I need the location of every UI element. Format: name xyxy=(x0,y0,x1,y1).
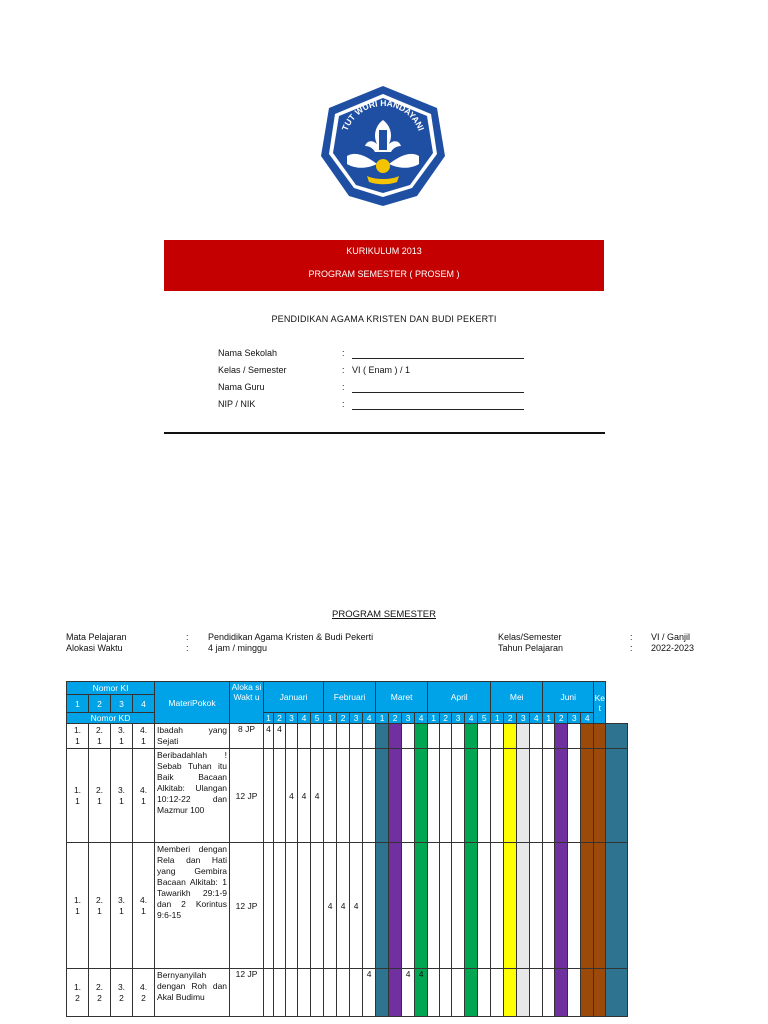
identity-colon: : xyxy=(342,348,345,358)
program-semester-table xyxy=(66,681,628,1017)
alokasi-cell: 12 JP xyxy=(230,843,264,969)
week-number-header: 2 xyxy=(337,713,350,724)
week-cell xyxy=(504,969,517,1017)
week-cell xyxy=(264,749,274,843)
week-number-header: 2 xyxy=(504,713,517,724)
week-cell xyxy=(594,843,606,969)
week-cell xyxy=(324,724,337,749)
kd-number-cell: 3. 2 xyxy=(111,969,133,1017)
kd-number-cell: 1. 2 xyxy=(67,969,89,1017)
week-cell xyxy=(568,969,581,1017)
week-cell xyxy=(491,969,504,1017)
kd-number-cell: 1. 1 xyxy=(67,749,89,843)
month-header: Februari xyxy=(324,682,376,713)
month-header: April xyxy=(428,682,491,713)
nomor-kd-header: Nomor KD xyxy=(67,713,155,724)
month-header: Maret xyxy=(376,682,428,713)
identity-blank-line xyxy=(352,358,524,359)
week-cell xyxy=(517,969,530,1017)
materi-pokok-header: MateriPokok xyxy=(155,682,230,724)
alokasi-cell: 8 JP xyxy=(230,724,264,749)
week-cell xyxy=(274,969,286,1017)
week-cell: 4 xyxy=(298,749,311,843)
week-cell xyxy=(594,969,606,1017)
week-cell xyxy=(530,749,543,843)
week-cell xyxy=(428,724,440,749)
week-cell xyxy=(594,724,606,749)
week-cell xyxy=(428,843,440,969)
week-cell xyxy=(264,843,274,969)
kd-number-cell: 4. 2 xyxy=(133,969,155,1017)
week-cell xyxy=(478,749,491,843)
week-cell: 4 xyxy=(363,969,376,1017)
alokasi-waktu-header: Aloka si Wakt u xyxy=(230,682,264,724)
identity-value: VI ( Enam ) / 1 xyxy=(352,365,411,375)
week-cell xyxy=(415,724,428,749)
table-row xyxy=(67,724,628,749)
nomor-ki-header: Nomor KI xyxy=(67,682,155,695)
week-cell xyxy=(581,969,594,1017)
week-cell xyxy=(568,749,581,843)
week-number-header: 2 xyxy=(555,713,568,724)
week-cell xyxy=(415,843,428,969)
week-number-header: 3 xyxy=(350,713,363,724)
kd-number-cell: 1. 1 xyxy=(67,843,89,969)
week-cell xyxy=(543,724,555,749)
week-cell xyxy=(555,749,568,843)
materi-pokok-cell: Beribadahlah ! Sebab Tuhan itu Baik Bacaan Alkitab: Ulangan 10:12-22 dan Mazmur 100 xyxy=(155,749,230,843)
week-cell xyxy=(376,724,389,749)
kd-number-cell: 4. 1 xyxy=(133,749,155,843)
week-cell xyxy=(350,724,363,749)
week-cell xyxy=(376,969,389,1017)
week-cell xyxy=(568,724,581,749)
kd-number-cell: 4. 1 xyxy=(133,843,155,969)
week-number-header: 3 xyxy=(452,713,465,724)
week-cell xyxy=(452,749,465,843)
week-number-header: 1 xyxy=(543,713,555,724)
identity-blank-line xyxy=(352,409,524,410)
separator-line xyxy=(164,432,605,434)
week-cell xyxy=(298,969,311,1017)
curriculum-banner xyxy=(164,240,604,291)
meta-tahun-value: 2022-2023 xyxy=(651,643,695,653)
week-number-header: 5 xyxy=(478,713,491,724)
week-number-header: 1 xyxy=(264,713,274,724)
week-number-header: 2 xyxy=(274,713,286,724)
week-cell: 4 xyxy=(402,969,415,1017)
week-cell xyxy=(337,749,350,843)
week-cell xyxy=(286,843,298,969)
week-cell xyxy=(452,969,465,1017)
week-number-header: 4 xyxy=(530,713,543,724)
week-cell xyxy=(440,843,452,969)
banner-line-2: PROGRAM SEMESTER ( PROSEM ) xyxy=(308,269,460,279)
week-cell xyxy=(530,969,543,1017)
week-cell xyxy=(452,843,465,969)
week-cell xyxy=(568,843,581,969)
meta-tahun-label: Tahun Pelajaran xyxy=(498,643,564,653)
week-number-header: 1 xyxy=(376,713,389,724)
week-cell xyxy=(581,749,594,843)
kd-number-cell: 2. 1 xyxy=(89,749,111,843)
week-cell xyxy=(274,749,286,843)
kd-number-cell: 2. 1 xyxy=(89,724,111,749)
week-cell xyxy=(465,969,478,1017)
kd-number-cell: 3. 1 xyxy=(111,843,133,969)
week-number-header: 4 xyxy=(465,713,478,724)
week-cell xyxy=(389,843,402,969)
week-cell xyxy=(389,969,402,1017)
ki-column-header: 1 xyxy=(67,695,89,713)
week-cell xyxy=(337,969,350,1017)
week-cell xyxy=(478,843,491,969)
week-cell xyxy=(402,724,415,749)
kd-number-cell: 4. 1 xyxy=(133,724,155,749)
week-cell xyxy=(298,843,311,969)
week-number-header: 2 xyxy=(440,713,452,724)
week-cell xyxy=(530,843,543,969)
kd-number-cell: 3. 1 xyxy=(111,749,133,843)
week-cell xyxy=(376,749,389,843)
identity-colon: : xyxy=(342,365,345,375)
week-cell xyxy=(517,749,530,843)
week-cell xyxy=(402,843,415,969)
week-cell xyxy=(264,969,274,1017)
week-cell: 4 xyxy=(350,843,363,969)
week-cell xyxy=(428,969,440,1017)
meta-kelas-value: VI / Ganjil xyxy=(651,632,691,642)
week-cell xyxy=(415,749,428,843)
materi-pokok-cell: Memberi dengan Rela dan Hati yang Gembira Bacaan Alkitab: 1 Tawarikh 29:1-9 dan 2 Korintus 9:6-15 xyxy=(155,843,230,969)
week-cell xyxy=(581,724,594,749)
week-cell xyxy=(543,843,555,969)
table-row xyxy=(67,749,628,843)
meta-colon: : xyxy=(630,632,633,642)
week-cell xyxy=(324,749,337,843)
meta-mata-value: Pendidikan Agama Kristen & Budi Pekerti xyxy=(208,632,374,642)
week-cell: 4 xyxy=(264,724,274,749)
materi-pokok-cell: Bernyanyilah dengan Roh dan Akal Budimu xyxy=(155,969,230,1017)
week-cell xyxy=(530,724,543,749)
week-cell xyxy=(517,724,530,749)
week-number-header: 3 xyxy=(568,713,581,724)
identity-colon: : xyxy=(342,382,345,392)
week-number-header: 5 xyxy=(311,713,324,724)
kd-number-cell: 1. 1 xyxy=(67,724,89,749)
meta-alokasi-value: 4 jam / minggu xyxy=(208,643,268,653)
week-cell: 4 xyxy=(415,969,428,1017)
logo-motto: TUT WURI HANDAYANI xyxy=(339,97,427,133)
table-row xyxy=(67,843,628,969)
week-number-header: 4 xyxy=(298,713,311,724)
week-number-header: 1 xyxy=(428,713,440,724)
week-cell xyxy=(491,843,504,969)
kd-number-cell: 2. 1 xyxy=(89,843,111,969)
meta-kelas-label: Kelas/Semester xyxy=(498,632,562,642)
subject-title: PENDIDIKAN AGAMA KRISTEN DAN BUDI PEKERTI xyxy=(271,314,497,324)
week-cell: 4 xyxy=(337,843,350,969)
week-number-header: 1 xyxy=(491,713,504,724)
identity-label: Kelas / Semester xyxy=(218,365,287,375)
meta-alokasi-label: Alokasi Waktu xyxy=(66,643,123,653)
week-number-header: 1 xyxy=(324,713,337,724)
week-cell xyxy=(465,724,478,749)
week-cell xyxy=(543,749,555,843)
tut-wuri-handayani-logo xyxy=(317,84,449,208)
week-cell xyxy=(376,843,389,969)
ki-column-header: 2 xyxy=(89,695,111,713)
week-cell xyxy=(517,843,530,969)
alokasi-cell: 12 JP xyxy=(230,969,264,1017)
program-semester-title: PROGRAM SEMESTER xyxy=(332,609,436,620)
week-cell xyxy=(350,749,363,843)
week-cell xyxy=(452,724,465,749)
week-cell xyxy=(363,724,376,749)
kd-number-cell: 2. 2 xyxy=(89,969,111,1017)
week-cell xyxy=(465,843,478,969)
banner-line-1: KURIKULUM 2013 xyxy=(346,246,422,256)
month-header: Juni xyxy=(543,682,594,713)
week-cell xyxy=(491,749,504,843)
week-cell xyxy=(428,749,440,843)
week-cell xyxy=(555,843,568,969)
kd-number-cell: 3. 1 xyxy=(111,724,133,749)
week-number-header: 3 xyxy=(402,713,415,724)
table-row xyxy=(67,969,628,1017)
week-cell xyxy=(311,969,324,1017)
week-cell xyxy=(274,843,286,969)
week-cell xyxy=(440,969,452,1017)
week-number-header: 3 xyxy=(286,713,298,724)
identity-label: Nama Guru xyxy=(218,382,265,392)
meta-colon: : xyxy=(630,643,633,653)
week-cell xyxy=(606,969,628,1017)
week-cell xyxy=(504,749,517,843)
week-cell xyxy=(440,749,452,843)
week-cell xyxy=(478,969,491,1017)
meta-mata-label: Mata Pelajaran xyxy=(66,632,127,642)
week-number-header: 2 xyxy=(389,713,402,724)
week-number-header: 3 xyxy=(517,713,530,724)
week-cell xyxy=(581,843,594,969)
week-cell xyxy=(389,724,402,749)
week-cell: 4 xyxy=(286,749,298,843)
week-number-header: 4 xyxy=(415,713,428,724)
week-number-header: 4 xyxy=(581,713,594,724)
week-cell: 4 xyxy=(324,843,337,969)
week-cell xyxy=(504,724,517,749)
identity-label: Nama Sekolah xyxy=(218,348,278,358)
meta-colon: : xyxy=(186,632,189,642)
week-cell xyxy=(311,724,324,749)
week-cell: 4 xyxy=(311,749,324,843)
week-cell xyxy=(350,969,363,1017)
week-cell xyxy=(363,843,376,969)
week-cell xyxy=(440,724,452,749)
identity-colon: : xyxy=(342,399,345,409)
week-cell xyxy=(286,724,298,749)
week-cell xyxy=(606,724,628,749)
week-cell xyxy=(286,969,298,1017)
week-cell xyxy=(389,749,402,843)
week-cell xyxy=(606,843,628,969)
week-cell xyxy=(337,724,350,749)
week-number-header: 4 xyxy=(363,713,376,724)
materi-pokok-cell: Ibadah yang Sejati xyxy=(155,724,230,749)
identity-label: NIP / NIK xyxy=(218,399,256,409)
week-cell xyxy=(594,749,606,843)
week-cell xyxy=(606,749,628,843)
month-header: Januari xyxy=(264,682,324,713)
week-cell xyxy=(363,749,376,843)
ket-header: Ke t xyxy=(594,682,606,724)
meta-colon: : xyxy=(186,643,189,653)
week-cell xyxy=(491,724,504,749)
week-cell xyxy=(555,724,568,749)
ki-column-header: 3 xyxy=(111,695,133,713)
ki-column-header: 4 xyxy=(133,695,155,713)
week-cell xyxy=(402,749,415,843)
week-cell xyxy=(298,724,311,749)
week-cell xyxy=(543,969,555,1017)
week-cell xyxy=(311,843,324,969)
alokasi-cell: 12 JP xyxy=(230,749,264,843)
week-cell xyxy=(504,843,517,969)
week-cell xyxy=(555,969,568,1017)
identity-blank-line xyxy=(352,392,524,393)
week-cell: 4 xyxy=(274,724,286,749)
week-cell xyxy=(324,969,337,1017)
week-cell xyxy=(478,724,491,749)
month-header: Mei xyxy=(491,682,543,713)
week-cell xyxy=(465,749,478,843)
